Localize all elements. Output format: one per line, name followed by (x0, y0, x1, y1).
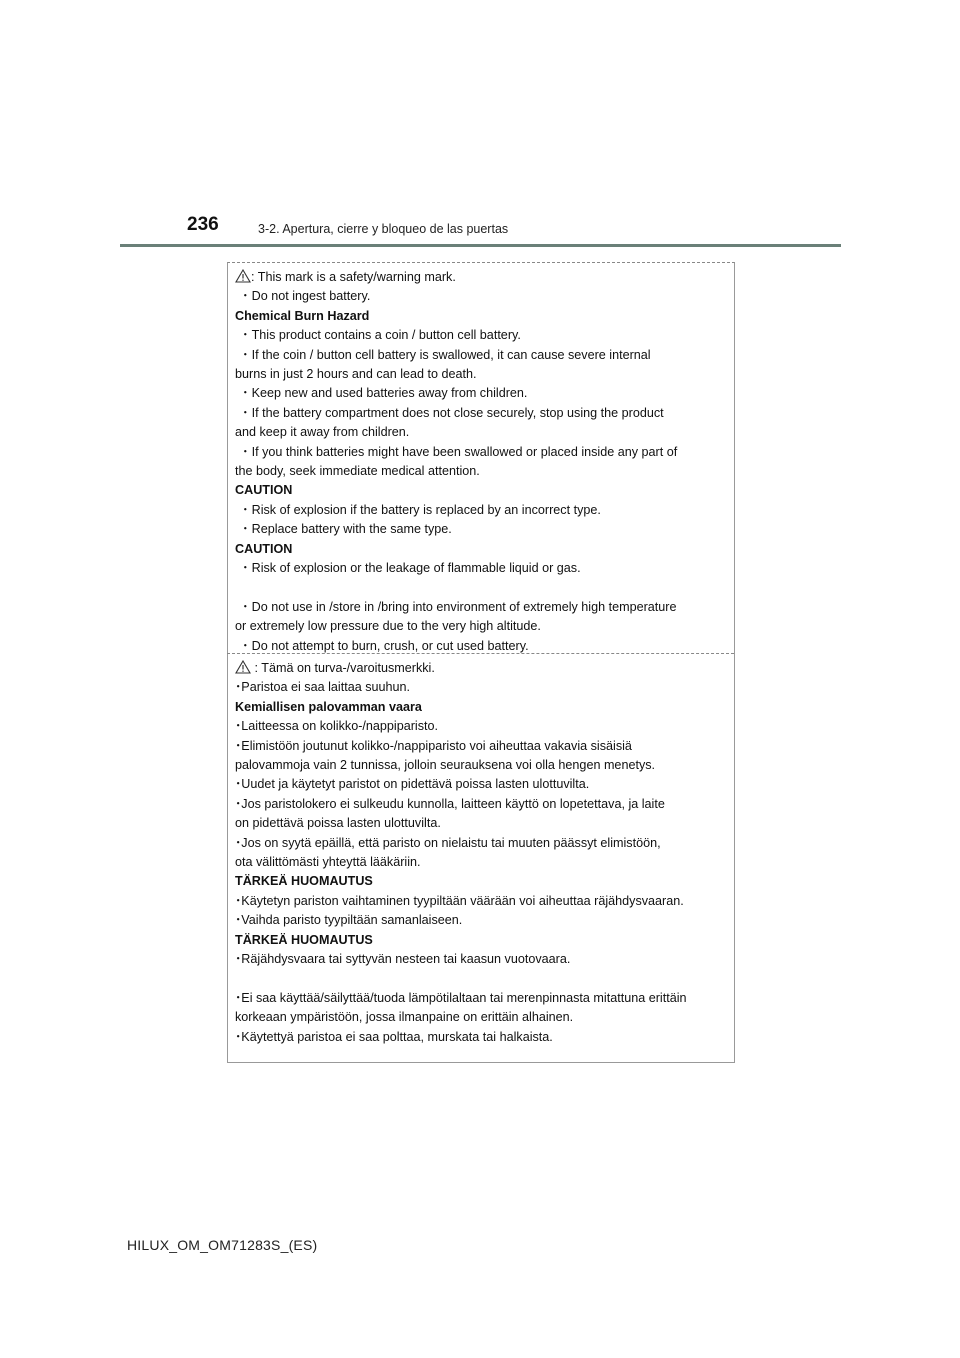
list-item: ・Do not ingest battery. (239, 289, 371, 304)
list-item: ･Uudet ja käytetyt paristot on pidettävä poissa lasten ulottuvilta. (235, 777, 590, 792)
list-item-continuation: korkeaan ympäristöön, jossa ilmanpaine on erittäin alhainen. (235, 1010, 574, 1025)
document-code: HILUX_OM_OM71283S_(ES) (127, 1237, 318, 1253)
list-item: ・Keep new and used batteries away from children. (239, 386, 528, 401)
list-item: ・If you think batteries might have been swallowed or placed inside any part of (239, 444, 678, 459)
heading-caution: CAUTION (235, 483, 293, 498)
list-item: ･Elimistöön joutunut kolikko-/nappiparisto voi aiheuttaa vakavia sisäisiä (235, 738, 632, 753)
list-item: ・If the coin / button cell battery is swallowed, it can cause severe internal (239, 347, 651, 362)
finnish-warning-text (235, 659, 730, 1047)
list-item: ・Risk of explosion or the leakage of flammable liquid or gas. (239, 561, 581, 576)
list-item-continuation: or extremely low pressure due to the very high altitude. (235, 619, 541, 634)
heading-chemical-burn: Kemiallisen palovamman vaara (235, 699, 422, 714)
warning-mark-text: : This mark is a safety/warning mark. (251, 270, 456, 284)
list-item: ・Do not attempt to burn, crush, or cut used battery. (239, 638, 529, 653)
warning-triangle-icon (235, 660, 251, 674)
warning-mark-line (235, 659, 730, 678)
list-item: ･Käytetyn pariston vaihtaminen tyypiltään väärään voi aiheuttaa räjähdysvaaran. (235, 893, 684, 908)
list-item: ･Räjähdysvaara tai syttyvän nesteen tai kaasun vuotovaara. (235, 952, 571, 967)
list-item-continuation: on pidettävä poissa lasten ulottuvilta. (235, 816, 441, 831)
list-item: ･Jos paristolokero ei sulkeudu kunnolla, laitteen käyttö on lopetettava, ja laite (235, 796, 665, 811)
english-warning-text (235, 268, 730, 656)
list-item: ･Paristoa ei saa laittaa suuhun. (235, 680, 411, 695)
list-item: ･Laitteessa on kolikko-/nappiparisto. (235, 719, 439, 734)
spacer (235, 970, 730, 989)
page-number: 236 (187, 214, 219, 235)
header-rule (120, 244, 841, 247)
warning-mark-line (235, 268, 730, 287)
heading-important-notice: TÄRKEÄ HUOMAUTUS (235, 932, 373, 947)
list-item: ･Käytettyä paristoa ei saa polttaa, murskata tai halkaista. (235, 1029, 553, 1044)
warning-mark-text: : Tämä on turva-/varoitusmerkki. (251, 661, 435, 675)
list-item: ・Risk of explosion if the battery is replaced by an incorrect type. (239, 502, 601, 517)
list-item: ・Replace battery with the same type. (239, 522, 452, 537)
heading-chemical-burn: Chemical Burn Hazard (235, 308, 370, 323)
list-item: ･Vaihda paristo tyypiltään samanlaiseen. (235, 913, 463, 928)
list-item: ・This product contains a coin / button cell battery. (239, 328, 521, 343)
list-item-continuation: ota välittömästi yhteyttä lääkäriin. (235, 855, 421, 870)
spacer (235, 579, 730, 598)
list-item: ･Ei saa käyttää/säilyttää/tuoda lämpötilaltaan tai merenpinnasta mitattuna erittäin (235, 990, 687, 1005)
list-item-continuation: palovammoja vain 2 tunnissa, jolloin seurauksena voi olla hengen menetys. (235, 758, 656, 773)
list-item-continuation: and keep it away from children. (235, 425, 410, 440)
warning-triangle-icon (235, 269, 251, 283)
list-item-continuation: the body, seek immediate medical attention. (235, 464, 480, 479)
section-title: 3-2. Apertura, cierre y bloqueo de las puertas (258, 222, 509, 236)
list-item: ・Do not use in /store in /bring into environment of extremely high temperature (239, 599, 677, 614)
list-item-continuation: burns in just 2 hours and can lead to death. (235, 367, 477, 382)
heading-caution: CAUTION (235, 541, 293, 556)
list-item: ･Jos on syytä epäillä, että paristo on nielaistu tai muuten päässyt elimistöön, (235, 835, 661, 850)
list-item: ・If the battery compartment does not close securely, stop using the product (239, 405, 664, 420)
heading-important-notice: TÄRKEÄ HUOMAUTUS (235, 874, 373, 889)
